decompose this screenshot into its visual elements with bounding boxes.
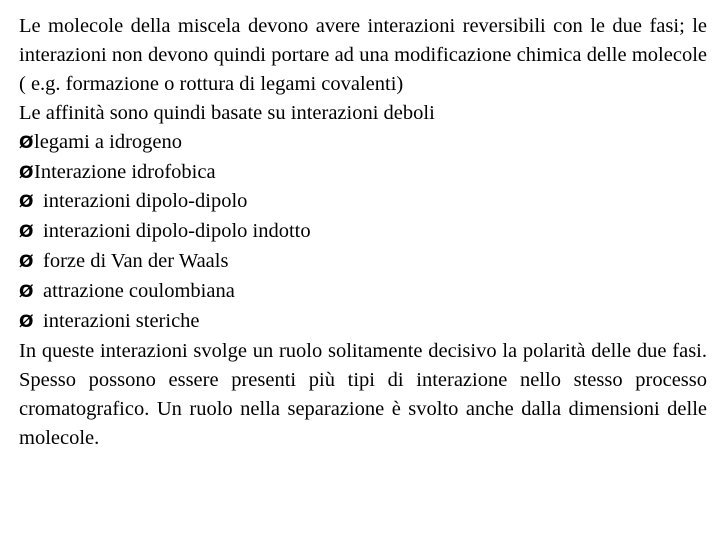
- arrow-bullet-icon: Ø: [19, 312, 34, 333]
- list-item: [19, 277, 707, 307]
- list-item: [19, 247, 707, 277]
- list-item-label: interazioni steriche: [43, 310, 200, 333]
- arrow-bullet-icon: Ø: [19, 252, 34, 273]
- list-item: [19, 187, 707, 217]
- affinity-line: Le affinità sono quindi basate su interazioni deboli: [19, 101, 435, 124]
- arrow-bullet-icon: Ø: [19, 222, 34, 243]
- interaction-list: [19, 128, 707, 337]
- list-item: [19, 307, 707, 337]
- arrow-bullet-icon: Ø: [19, 192, 34, 213]
- list-item-label: forze di Van der Waals: [43, 250, 229, 273]
- closing-paragraph: In queste interazioni svolge un ruolo solitamente decisivo la polarità delle due fasi. Spesso possono essere presenti più tipi di interazione nello stesso processo cromatografico. Un ruolo nella separazione è svolto anche dalla dimensioni delle molecole.: [19, 339, 707, 449]
- arrow-bullet-icon: Ø: [19, 162, 34, 183]
- list-item-label: interazioni dipolo-dipolo indotto: [43, 220, 311, 243]
- arrow-bullet-icon: Ø: [19, 132, 34, 153]
- slide-content: [19, 12, 707, 453]
- arrow-bullet-icon: Ø: [19, 282, 34, 303]
- list-item: [19, 217, 707, 247]
- intro-paragraph: Le molecole della miscela devono avere interazioni reversibili con le due fasi; le interazioni non devono quindi portare ad una modificazione chimica delle molecole ( e.g. formazione o rottura di legami covalenti): [19, 15, 707, 95]
- list-item-label: Interazione idrofobica: [34, 160, 216, 183]
- list-item-label: legami a idrogeno: [34, 130, 183, 153]
- list-item: [19, 158, 707, 188]
- list-item: [19, 128, 707, 158]
- list-item-label: attrazione coulombiana: [43, 280, 235, 303]
- list-item-label: interazioni dipolo-dipolo: [43, 190, 248, 213]
